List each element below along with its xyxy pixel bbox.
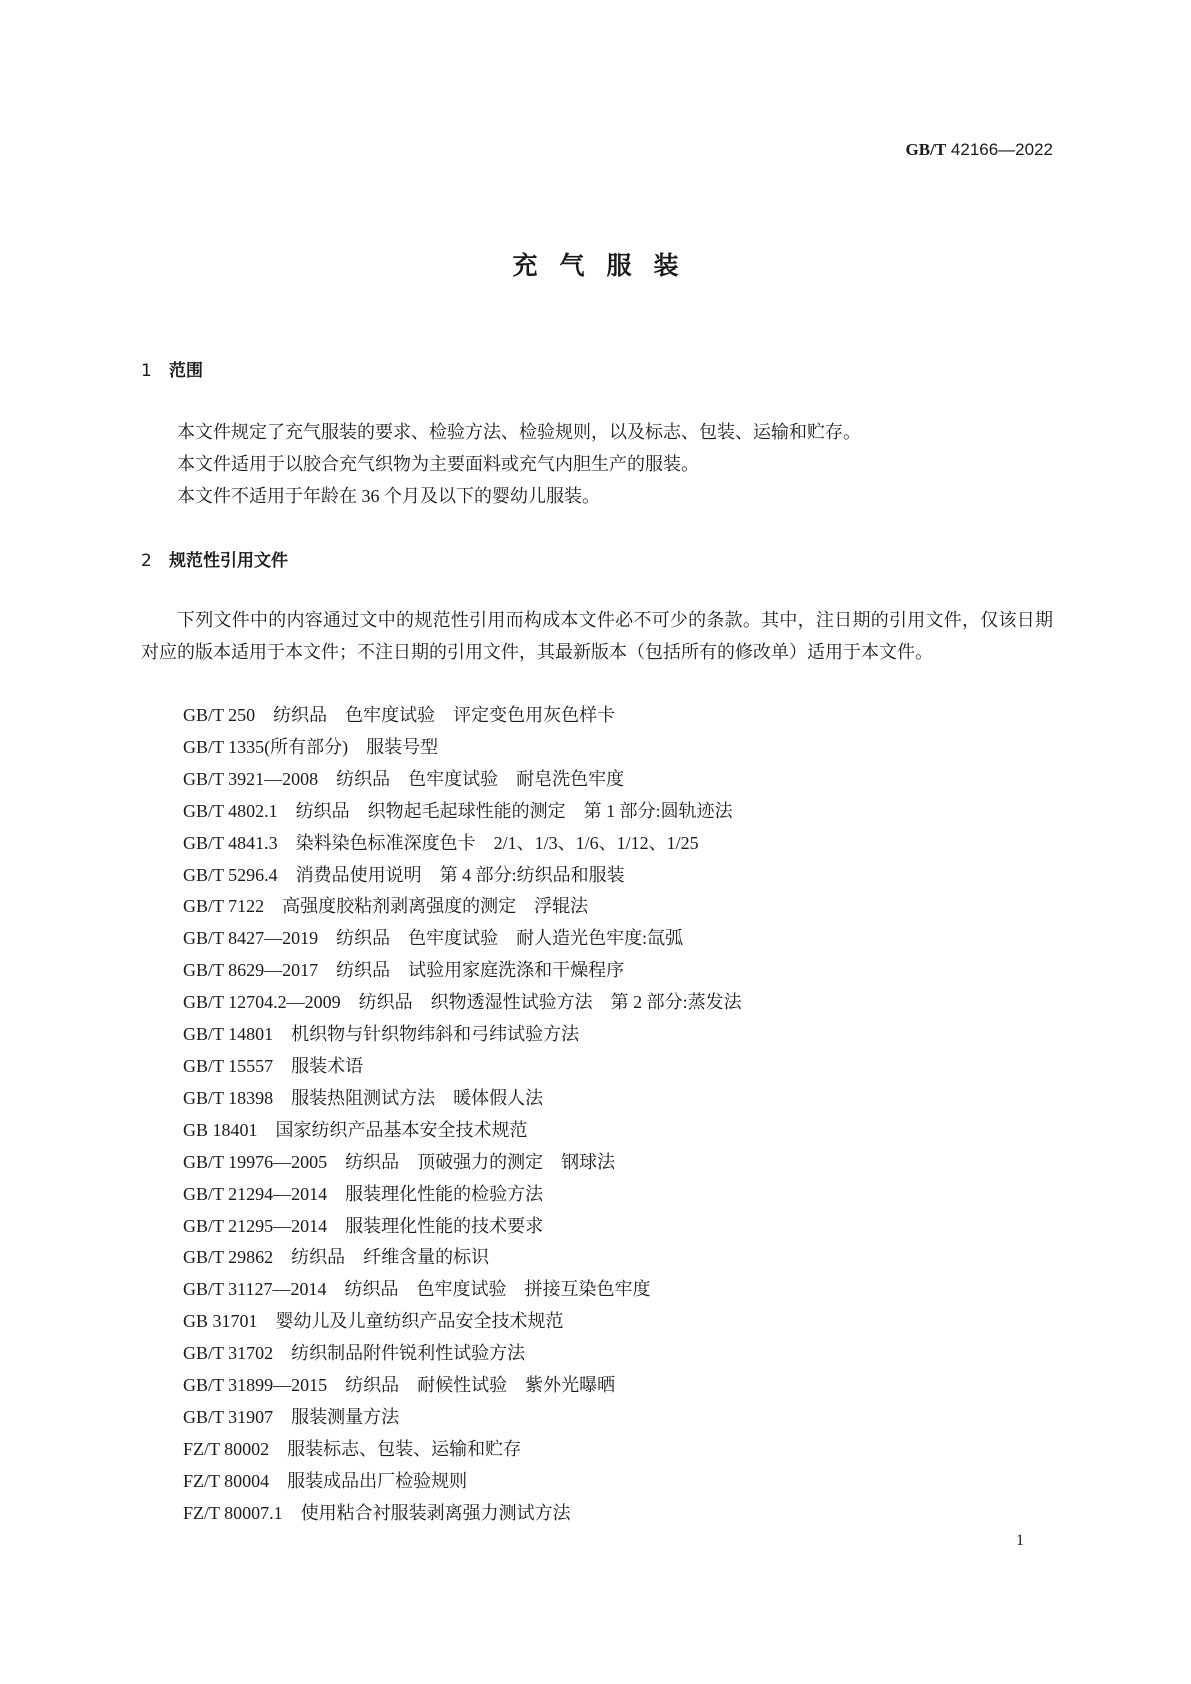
- reference-item: GB/T 15557 服装术语: [183, 1055, 364, 1076]
- section-1-body: [141, 416, 1053, 512]
- section-number: 1: [141, 361, 152, 381]
- reference-item: GB/T 21294—2014 服装理化性能的检验方法: [183, 1183, 544, 1204]
- standard-number: [906, 140, 1053, 160]
- document-title: 充气服装: [512, 251, 701, 280]
- section-1-heading: [141, 356, 203, 381]
- reference-item: FZ/T 80007.1 使用粘合衬服装剥离强力测试方法: [183, 1502, 571, 1523]
- reference-item: GB/T 31899—2015 纺织品 耐候性试验 紫外光曝晒: [183, 1375, 616, 1396]
- reference-item: GB/T 31907 服装测量方法: [183, 1406, 400, 1427]
- reference-item: GB/T 4802.1 纺织品 织物起毛起球性能的测定 第 1 部分:圆轨迹法: [183, 800, 733, 821]
- reference-item: GB 31701 婴幼儿及儿童纺织产品安全技术规范: [183, 1311, 564, 1332]
- section-title: 范围: [169, 361, 203, 381]
- page-number: 1: [1016, 1532, 1024, 1549]
- paragraph: 本文件不适用于年龄在 36 个月及以下的婴幼儿服装。: [177, 486, 600, 506]
- reference-item: GB/T 31127—2014 纺织品 色牢度试验 拼接互染色牢度: [183, 1279, 651, 1300]
- section-number: 2: [141, 551, 152, 571]
- paragraph: 本文件适用于以胶合充气织物为主要面料或充气内胆生产的服装。: [177, 454, 699, 474]
- reference-item: GB/T 250 纺织品 色牢度试验 评定变色用灰色样卡: [183, 705, 616, 725]
- standard-code: 42166—2022: [950, 140, 1053, 159]
- reference-item: GB/T 1335(所有部分) 服装号型: [183, 736, 439, 757]
- paragraph: 下列文件中的内容通过文中的规范性引用而构成本文件必不可少的条款。其中，注日期的引用文件，仅该日期对应的版本适用于本文件；不注日期的引用文件，其最新版本（包括所有的修改单）适用于本文件。: [141, 610, 1053, 662]
- reference-item: GB/T 12704.2—2009 纺织品 织物透湿性试验方法 第 2 部分:蒸发法: [183, 992, 742, 1013]
- reference-item: GB/T 21295—2014 服装理化性能的技术要求: [183, 1215, 544, 1236]
- reference-list: [183, 700, 742, 1530]
- section-2-body: [141, 604, 1053, 668]
- paragraph: 本文件规定了充气服装的要求、检验方法、检验规则，以及标志、包装、运输和贮存。: [177, 422, 861, 442]
- reference-item: GB/T 31702 纺织制品附件锐利性试验方法: [183, 1343, 526, 1364]
- reference-item: FZ/T 80004 服装成品出厂检验规则: [183, 1470, 468, 1491]
- reference-item: FZ/T 80002 服装标志、包装、运输和贮存: [183, 1438, 522, 1459]
- reference-item: GB/T 8629—2017 纺织品 试验用家庭洗涤和干燥程序: [183, 960, 625, 981]
- standard-prefix: GB/T: [905, 140, 947, 159]
- reference-item: GB/T 5296.4 消费品使用说明 第 4 部分:纺织品和服装: [183, 864, 625, 885]
- reference-item: GB 18401 国家纺织产品基本安全技术规范: [183, 1119, 528, 1140]
- reference-item: GB/T 18398 服装热阻测试方法 暖体假人法: [183, 1087, 544, 1108]
- reference-item: GB/T 3921—2008 纺织品 色牢度试验 耐皂洗色牢度: [183, 768, 625, 789]
- reference-item: GB/T 8427—2019 纺织品 色牢度试验 耐人造光色牢度:氙弧: [183, 928, 684, 949]
- reference-item: GB/T 19976—2005 纺织品 顶破强力的测定 钢球法: [183, 1151, 616, 1172]
- reference-item: GB/T 7122 高强度胶粘剂剥离强度的测定 浮辊法: [183, 896, 589, 917]
- section-2-heading: [141, 546, 288, 571]
- reference-item: GB/T 14801 机织物与针织物纬斜和弓纬试验方法: [183, 1024, 580, 1045]
- section-title: 规范性引用文件: [169, 551, 288, 571]
- reference-item: GB/T 4841.3 染料染色标准深度色卡 2/1、1/3、1/6、1/12、1/25: [183, 832, 699, 853]
- reference-item: GB/T 29862 纺织品 纤维含量的标识: [183, 1247, 490, 1268]
